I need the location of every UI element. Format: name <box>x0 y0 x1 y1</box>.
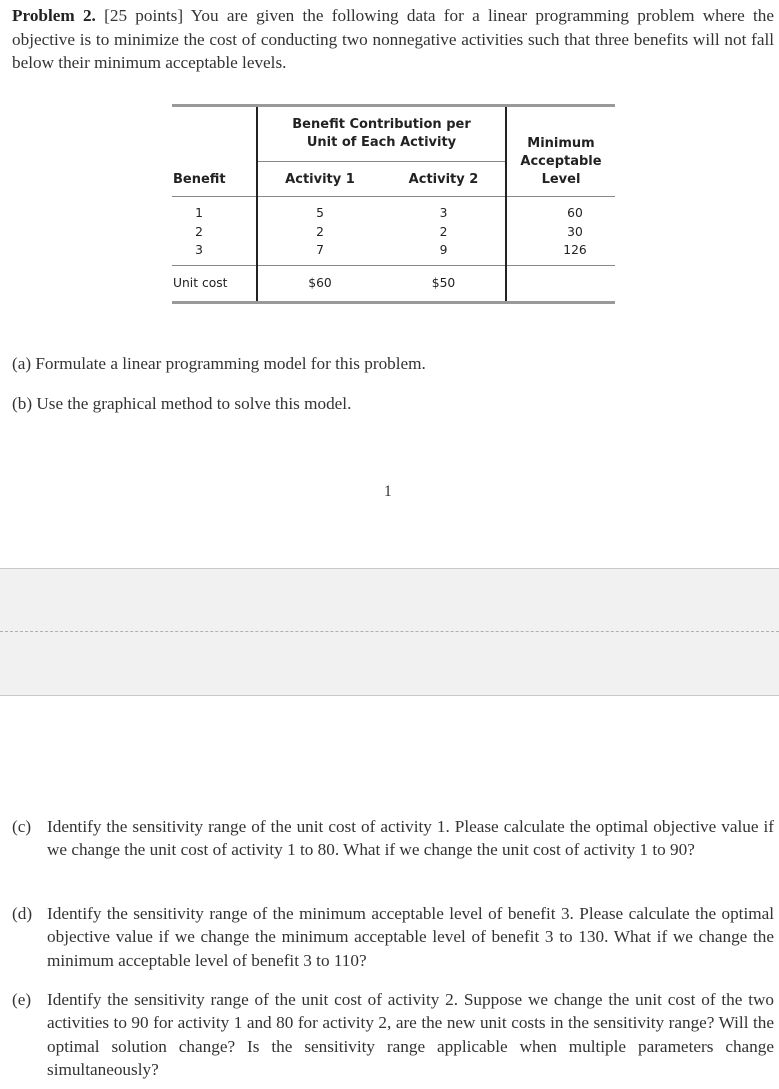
table-cell: 2 <box>195 224 203 239</box>
page-number: 1 <box>384 483 392 500</box>
min-header-line3: Level <box>541 172 581 187</box>
part-b <box>12 392 351 416</box>
table-cell: 5 <box>316 206 324 220</box>
table-bottom-rule <box>172 301 615 304</box>
activity1-column <box>258 204 382 260</box>
unit-cost-label: Unit cost <box>173 276 228 290</box>
part-e <box>12 988 774 1081</box>
table-cell: 60 <box>567 206 583 220</box>
page-break-gap-top <box>0 568 779 632</box>
part-b-text: Use the graphical method to solve this model. <box>36 394 352 413</box>
activity2-column <box>382 204 505 260</box>
table-cell: 7 <box>316 243 324 257</box>
header-bottom-rule <box>172 196 615 197</box>
table-cell: 2 <box>316 224 324 239</box>
part-b-label: (b) <box>12 394 33 413</box>
activity2-header: Activity 2 <box>408 172 479 187</box>
benefit-header: Benefit <box>173 172 226 187</box>
group-header-rule <box>257 161 506 162</box>
part-a-text: Formulate a linear programming model for this problem. <box>35 354 426 373</box>
data-table <box>0 0 779 310</box>
part-e-text: Identify the sensitivity range of the unit cost of activity 2. Suppose we change the unit cost of the two activities to 90 for activity 1 and 80 for activity 2, are the new unit costs in the sensitivity range? Will the optimal solution change? Is the sensitivity range applicable when multiple parameters change simultaneously? <box>47 990 774 1079</box>
table-cell: 3 <box>439 206 448 220</box>
min-header-line2: Acceptable <box>520 154 602 169</box>
table-cell: 2 <box>439 224 448 239</box>
table-cell: 3 <box>195 243 203 257</box>
benefit-column <box>187 204 211 260</box>
page-break-gap-bottom <box>0 632 779 696</box>
part-c-text: Identify the sensitivity range of the unit cost of activity 1. Please calculate the optimal objective value if we change the unit cost of activity 1 to 80. What if we change the unit cost of activity 1 to 90? <box>47 817 774 860</box>
table-cell: 9 <box>439 243 448 257</box>
part-c <box>12 815 774 862</box>
unit-cost-activity2: $50 <box>431 276 456 290</box>
problem-text: You are given the following data for a linear programming problem where the objective is to minimize the cost of conducting two nonnegative activities such that three benefits will not fall below their minimum acceptable levels. <box>12 6 774 72</box>
table-cell: 30 <box>567 224 583 239</box>
min-level-column <box>525 204 625 260</box>
part-e-label: (e) <box>12 990 32 1009</box>
part-a-label: (a) <box>12 354 32 373</box>
problem-points: [25 points] <box>104 6 184 25</box>
table-cell: 1 <box>195 206 203 220</box>
unit-cost-activity1: $60 <box>308 276 332 290</box>
part-a <box>12 352 426 376</box>
activity1-header: Activity 1 <box>285 172 355 187</box>
table-top-rule <box>172 104 615 107</box>
part-c-label: (c) <box>12 817 32 836</box>
part-d-text: Identify the sensitivity range of the minimum acceptable level of benefit 3. Please calculate the optimal objective value if we change the minimum acceptable level of benefit 3 to 130. What if we change the minimum acceptable level of benefit 3 to 110? <box>47 904 774 970</box>
body-bottom-rule <box>172 265 615 266</box>
group-header-line1: Benefit Contribution per <box>292 117 471 132</box>
part-d-label: (d) <box>12 904 33 923</box>
min-header-line1: Minimum <box>527 136 595 151</box>
table-cell: 126 <box>563 243 587 257</box>
problem-label: Problem 2. <box>12 6 96 25</box>
group-header-line2: Unit of Each Activity <box>306 135 457 150</box>
group-header <box>258 116 505 152</box>
min-level-header <box>507 135 615 189</box>
part-d <box>12 902 774 972</box>
